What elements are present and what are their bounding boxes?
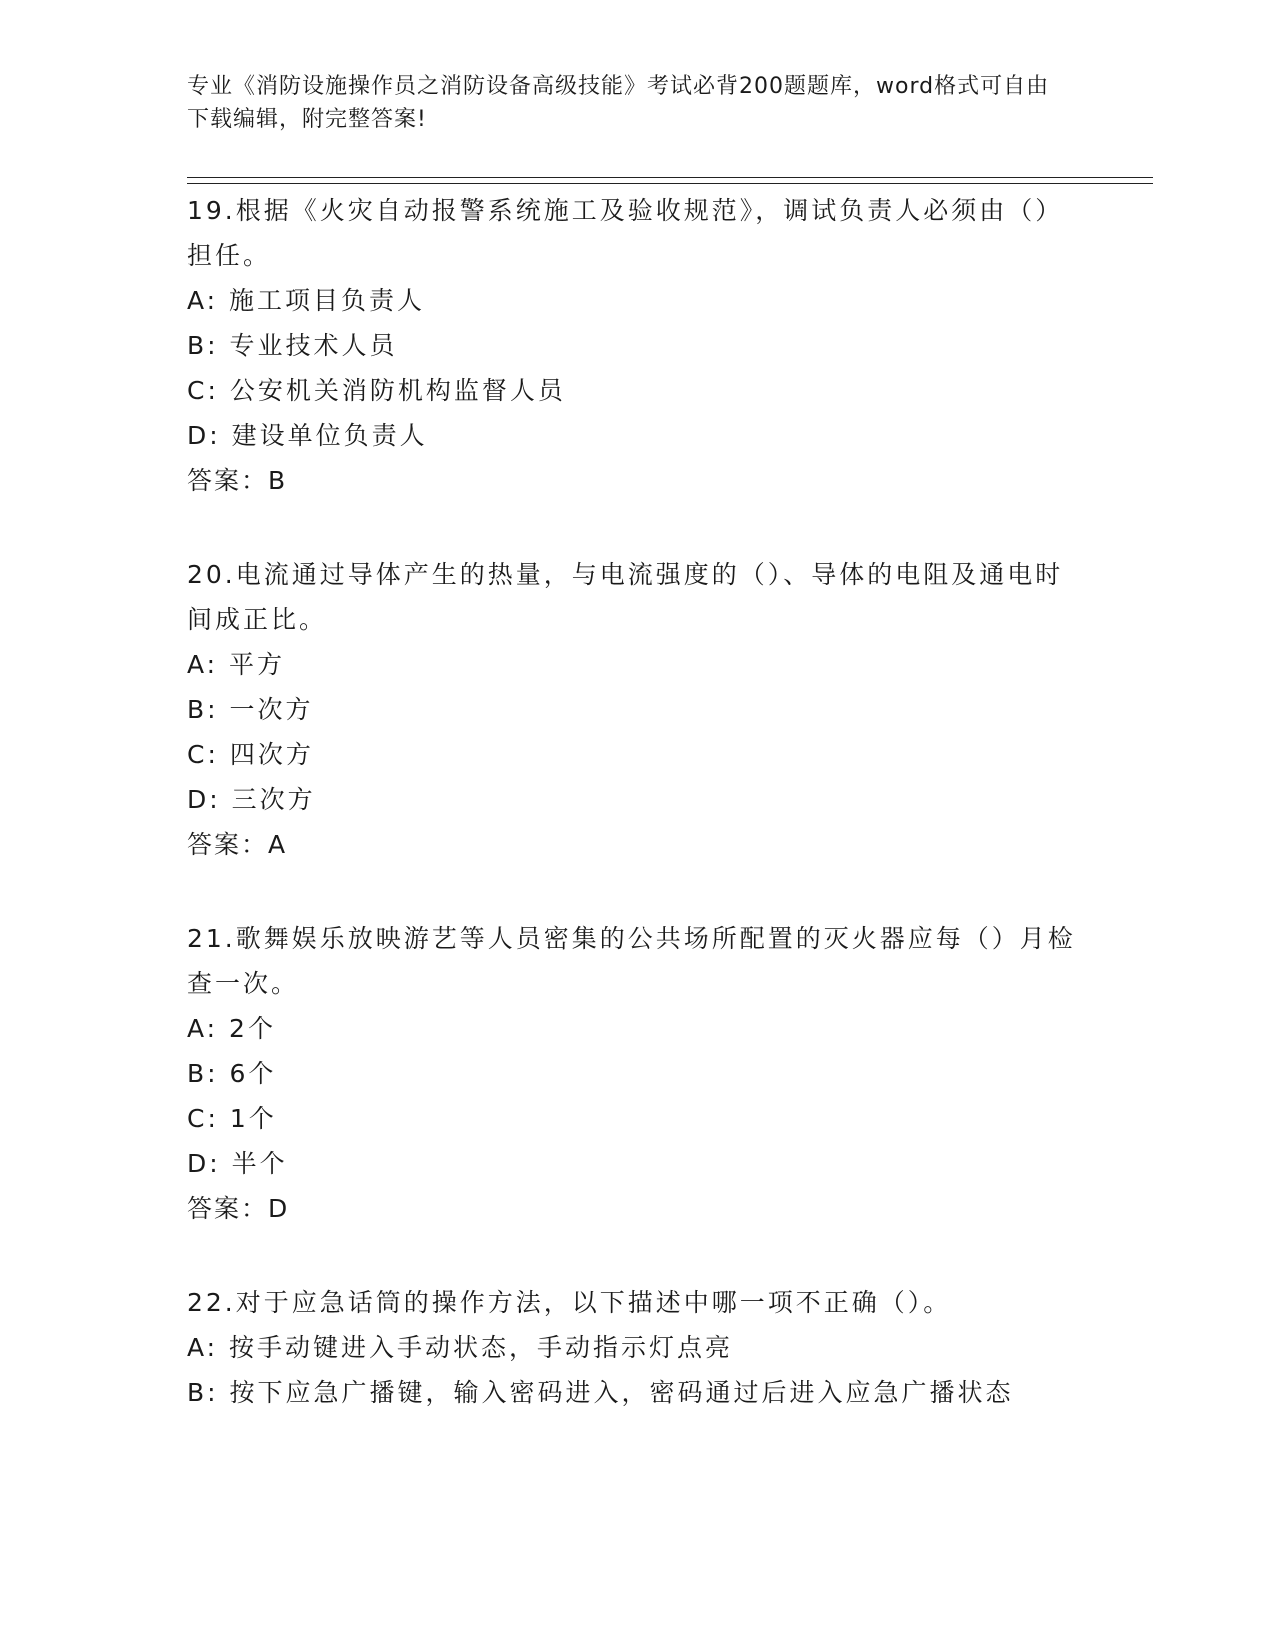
option-b: B: 一次方	[187, 695, 314, 724]
option-d: D: 半个	[187, 1149, 288, 1178]
question-21	[187, 916, 1087, 1231]
header-divider-top	[187, 177, 1153, 178]
option-a: A: 2个	[187, 1014, 276, 1043]
document-header: 专业《消防设施操作员之消防设备高级技能》考试必背200题题库，word格式可自由下载编辑，附完整答案!	[187, 74, 1050, 132]
header-divider-bottom	[187, 183, 1153, 184]
option-d: D: 建设单位负责人	[187, 421, 428, 450]
option-c: C: 公安机关消防机构监督人员	[187, 376, 566, 405]
question-stem: 22.对于应急话筒的操作方法，以下描述中哪一项不正确（）。	[187, 1288, 952, 1317]
option-b: B: 按下应急广播键，输入密码进入，密码通过后进入应急广播状态	[187, 1378, 1014, 1407]
answer: 答案：B	[187, 466, 288, 495]
option-c: C: 1个	[187, 1104, 277, 1133]
question-19	[187, 188, 1087, 503]
option-a: A: 按手动键进入手动状态，手动指示灯点亮	[187, 1333, 734, 1362]
question-stem: 20.电流通过导体产生的热量，与电流强度的（）、导体的电阻及通电时间成正比。	[187, 560, 1064, 634]
question-stem: 19.根据《火灾自动报警系统施工及验收规范》，调试负责人必须由（）担任。	[187, 196, 1064, 270]
answer: 答案：D	[187, 1194, 290, 1223]
question-20	[187, 552, 1087, 867]
option-a: A: 施工项目负责人	[187, 286, 426, 315]
option-b: B: 6个	[187, 1059, 277, 1088]
question-22	[187, 1280, 1087, 1415]
option-a: A: 平方	[187, 650, 286, 679]
answer: 答案：A	[187, 830, 288, 859]
option-b: B: 专业技术人员	[187, 331, 398, 360]
question-stem: 21.歌舞娱乐放映游艺等人员密集的公共场所配置的灭火器应每（）月检查一次。	[187, 924, 1076, 998]
option-c: C: 四次方	[187, 740, 314, 769]
option-d: D: 三次方	[187, 785, 316, 814]
